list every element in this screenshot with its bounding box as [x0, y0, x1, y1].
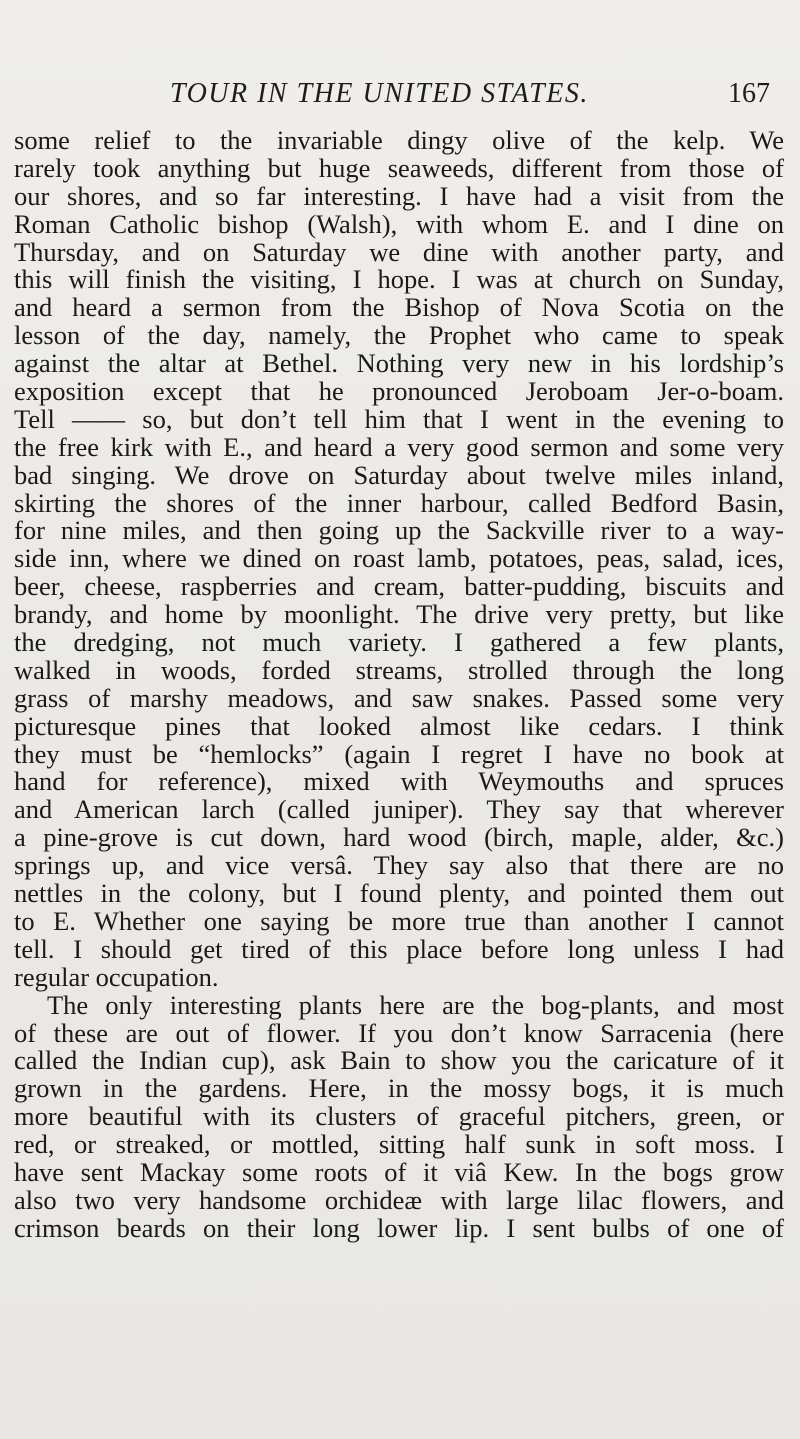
text-line: of these are out of flower. If you don’t know Sarracenia (here	[14, 1017, 784, 1048]
text-line: nettles in the colony, but I found plenty, and pointed them out	[14, 878, 784, 909]
page-header	[0, 78, 800, 118]
text-line: bad singing. We drove on Saturday about twelve miles inland,	[14, 459, 784, 490]
text-line: skirting the shores of the inner harbour, called Bedford Basin,	[14, 487, 784, 518]
text-line: brandy, and home by moonlight. The drive very pretty, but like	[14, 599, 784, 630]
text-line: for nine miles, and then going up the Sackville river to a way-	[14, 515, 784, 546]
text-line: exposition except that he pronounced Jeroboam Jer-o-boam.	[14, 376, 784, 407]
text-line: grass of marshy meadows, and saw snakes. Passed some very	[14, 682, 784, 713]
text-line: the free kirk with E., and heard a very good sermon and some very	[14, 431, 784, 462]
text-line: lesson of the day, namely, the Prophet who came to speak	[14, 320, 784, 351]
text-line: crimson beards on their long lower lip. I sent bulbs of one of	[14, 1212, 784, 1243]
text-line: grown in the gardens. Here, in the mossy bogs, it is much	[14, 1073, 784, 1104]
text-line: called the Indian cup), ask Bain to show you the caricature of it	[14, 1045, 784, 1076]
text-line: Roman Catholic bishop (Walsh), with whom E. and I dine on	[14, 208, 784, 239]
text-line: this will finish the visiting, I hope. I was at church on Sunday,	[14, 264, 784, 295]
text-line: against the altar at Bethel. Nothing very new in his lordship’s	[14, 348, 784, 379]
text-line: some relief to the invariable dingy olive of the kelp. We	[14, 125, 784, 155]
text-line: springs up, and vice versâ. They say also that there are no	[14, 850, 784, 881]
text-line: picturesque pines that looked almost like cedars. I think	[14, 710, 784, 741]
text-line: regular occupation.	[14, 961, 219, 992]
text-line: the dredging, not much variety. I gathered a few plants,	[14, 627, 784, 658]
text-line: The only interesting plants here are the bog-plants, and most	[47, 989, 784, 1020]
text-line: walked in woods, forded streams, strolled through the long	[14, 654, 784, 685]
text-line: Tell —— so, but don’t tell him that I went in the evening to	[14, 403, 784, 434]
text-line: red, or streaked, or mottled, sitting half sunk in soft moss. I	[14, 1129, 784, 1160]
text-line: rarely took anything but huge seaweeds, different from those of	[14, 152, 784, 183]
text-line: Thursday, and on Saturday we dine with another party, and	[14, 236, 784, 267]
text-line: a pine-grove is cut down, hard wood (birch, maple, alder, &c.)	[14, 822, 784, 853]
text-line: more beautiful with its clusters of graceful pitchers, green, or	[14, 1101, 784, 1132]
text-line: tell. I should get tired of this place before long unless I had	[14, 933, 784, 964]
running-title: TOUR IN THE UNITED STATES.	[170, 78, 589, 109]
text-line: our shores, and so far interesting. I have had a visit from the	[14, 180, 784, 211]
text-line: have sent Mackay some roots of it viâ Kew. In the bogs grow	[14, 1156, 784, 1187]
text-line: beer, cheese, raspberries and cream, batter-pudding, biscuits and	[14, 571, 784, 602]
text-line: and American larch (called juniper). They say that wherever	[14, 794, 784, 825]
text-line: and heard a sermon from the Bishop of Nova Scotia on the	[14, 292, 784, 323]
page-number: 167	[728, 78, 770, 109]
text-line: to E. Whether one saying be more true than another I cannot	[14, 905, 784, 936]
text-line: also two very handsome orchideæ with large lilac flowers, and	[14, 1184, 784, 1215]
text-line: they must be “hemlocks” (again I regret I have no book at	[14, 738, 784, 769]
body-text	[0, 127, 800, 1243]
text-line: side inn, where we dined on roast lamb, potatoes, peas, salad, ices,	[14, 543, 784, 574]
text-line: hand for reference), mixed with Weymouths and spruces	[14, 766, 784, 797]
